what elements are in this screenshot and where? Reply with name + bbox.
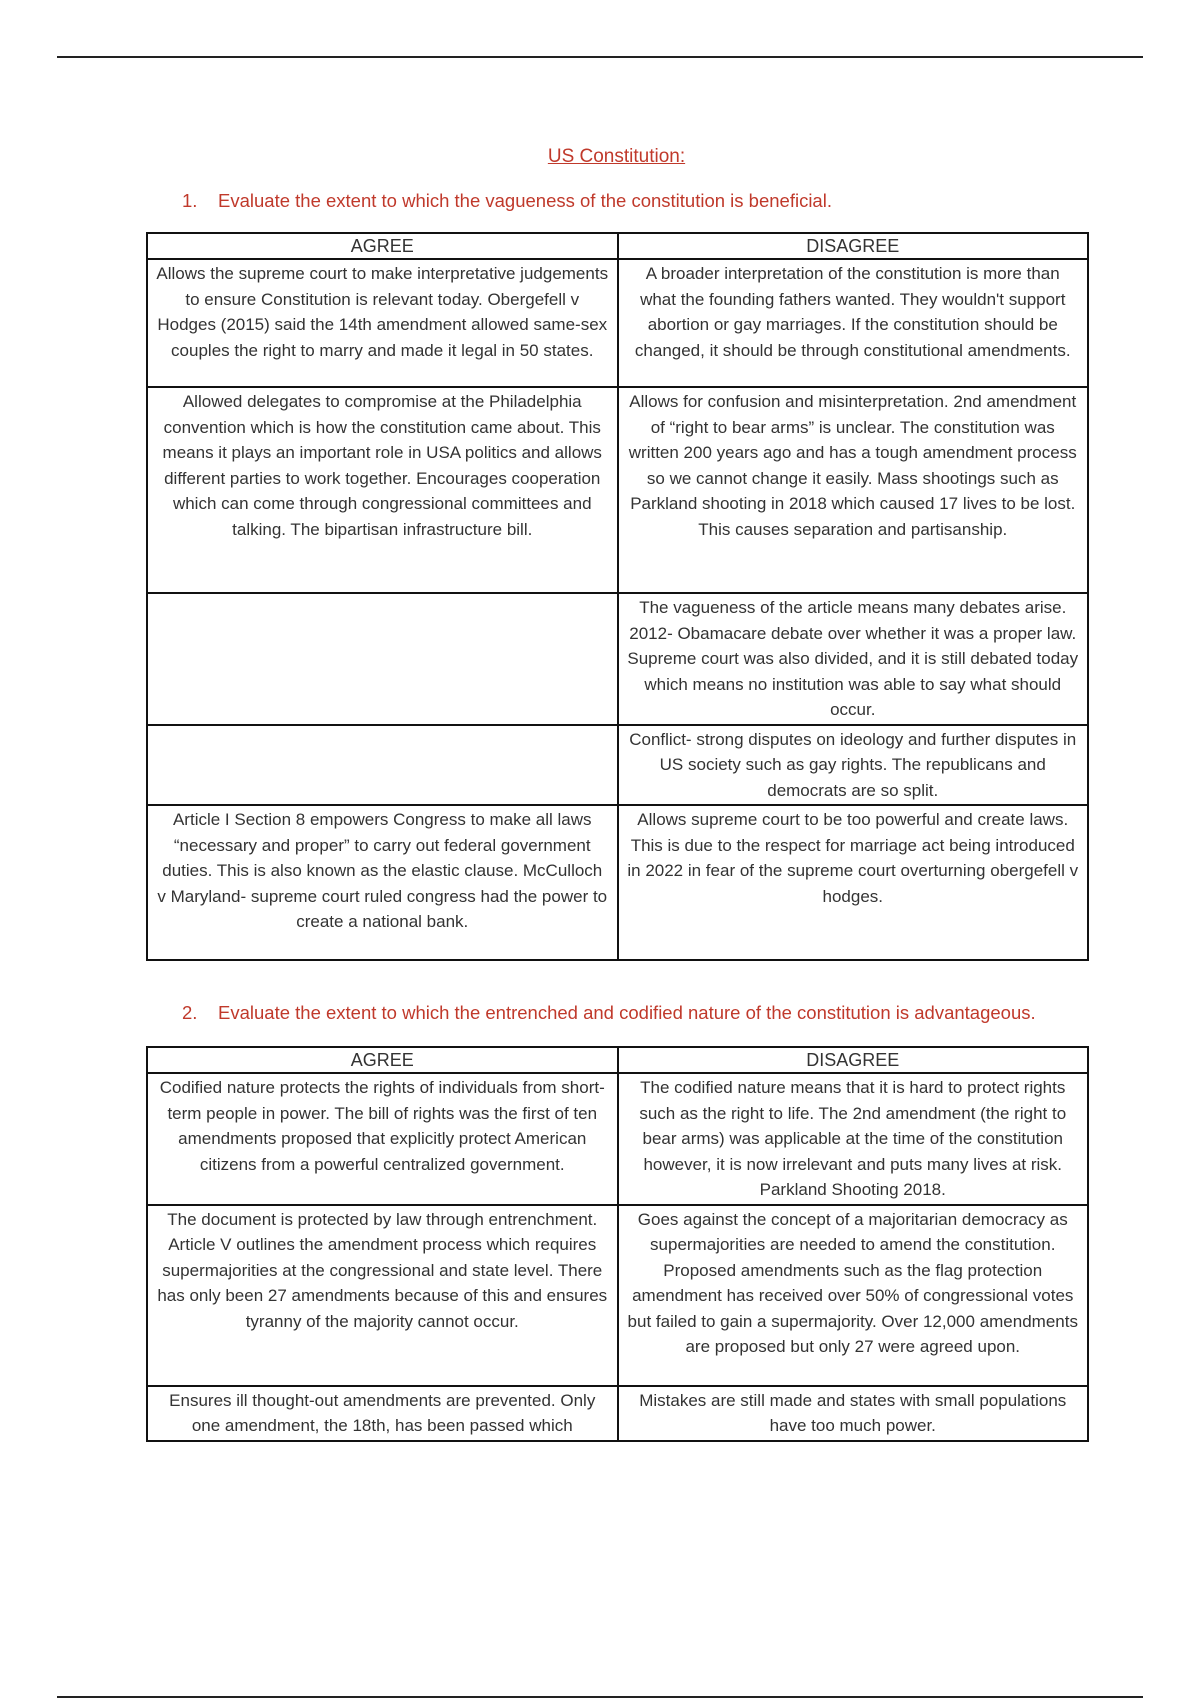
table-header-row: [147, 233, 1088, 259]
table-header-row: [147, 1047, 1088, 1073]
question-2-number: 2.: [182, 1002, 198, 1023]
disagree-header: DISAGREE: [618, 233, 1089, 259]
disagree-header: DISAGREE: [618, 1047, 1089, 1073]
agree-cell: Allows the supreme court to make interpretative judgements to ensure Constitution is relevant today. Obergefell v Hodges (2015) said the 14th amendment allowed same-sex couples the right to marry and made it legal in 50 states.: [147, 259, 618, 387]
question-1-number: 1.: [182, 190, 198, 211]
agree-cell: Codified nature protects the rights of individuals from short-term people in power. The bill of rights was the first of ten amendments proposed that explicitly protect American citizens from a powerful centralized government.: [147, 1073, 618, 1205]
table-row: [147, 1073, 1088, 1205]
question-1-table: [146, 232, 1089, 961]
agree-header: AGREE: [147, 1047, 618, 1073]
disagree-cell: The codified nature means that it is hard to protect rights such as the right to life. The 2nd amendment (the right to bear arms) was applicable at the time of the constitution however, it is now irrelevant and puts many lives at risk. Parkland Shooting 2018.: [618, 1073, 1089, 1205]
document-title: US Constitution:: [547, 146, 686, 167]
disagree-cell: Goes against the concept of a majoritarian democracy as supermajorities are needed to amend the constitution. Proposed amendments such as the flag protection amendment has received over 50% of congressional votes but failed to gain a supermajority. Over 12,000 amendments are proposed but only 27 were agreed upon.: [618, 1205, 1089, 1386]
top-rule: [57, 56, 1143, 58]
table-row: [147, 593, 1088, 725]
disagree-cell: The vagueness of the article means many debates arise. 2012- Obamacare debate over whether it was a proper law. Supreme court was also divided, and it is still debated today which means no institution was able to say what should occur.: [618, 593, 1089, 725]
agree-cell: [147, 725, 618, 806]
question-1-text: Evaluate the extent to which the vagueness of the constitution is beneficial.: [218, 190, 832, 211]
question-2-table: [146, 1046, 1089, 1442]
table-row: [147, 1386, 1088, 1441]
disagree-cell: Allows for confusion and misinterpretation. 2nd amendment of “right to bear arms” is unclear. The constitution was written 200 years ago and has a tough amendment process so we cannot change it easily. Mass shootings such as Parkland shooting in 2018 which caused 17 lives to be lost. This causes separation and partisanship.: [618, 387, 1089, 593]
table-row: [147, 1205, 1088, 1386]
disagree-cell: Mistakes are still made and states with small populations have too much power.: [618, 1386, 1089, 1441]
agree-header: AGREE: [147, 233, 618, 259]
question-2-text: Evaluate the extent to which the entrenched and codified nature of the constitution is advantageous.: [218, 1002, 1036, 1023]
agree-cell: The document is protected by law through entrenchment. Article V outlines the amendment process which requires supermajorities at the congressional and state level. There has only been 27 amendments because of this and ensures tyranny of the majority cannot occur.: [147, 1205, 618, 1386]
disagree-cell: Conflict- strong disputes on ideology and further disputes in US society such as gay rights. The republicans and democrats are so split.: [618, 725, 1089, 806]
question-1: [182, 190, 832, 212]
agree-cell: Article I Section 8 empowers Congress to make all laws “necessary and proper” to carry out federal government duties. This is also known as the elastic clause. McCulloch v Maryland- supreme court ruled congress had the power to create a national bank.: [147, 805, 618, 960]
table-row: [147, 387, 1088, 593]
table-row: [147, 259, 1088, 387]
agree-cell: [147, 593, 618, 725]
question-2: [182, 1002, 1036, 1024]
table-row: [147, 725, 1088, 806]
bottom-rule: [57, 1696, 1143, 1698]
agree-cell: Ensures ill thought-out amendments are prevented. Only one amendment, the 18th, has been passed which: [147, 1386, 618, 1441]
disagree-cell: A broader interpretation of the constitution is more than what the founding fathers wanted. They wouldn't support abortion or gay marriages. If the constitution should be changed, it should be through constitutional amendments.: [618, 259, 1089, 387]
agree-cell: Allowed delegates to compromise at the Philadelphia convention which is how the constitution came about. This means it plays an important role in USA politics and allows different parties to work together. Encourages cooperation which can come through congressional committees and talking. The bipartisan infrastructure bill.: [147, 387, 618, 593]
disagree-cell: Allows supreme court to be too powerful and create laws. This is due to the respect for marriage act being introduced in 2022 in fear of the supreme court overturning obergefell v hodges.: [618, 805, 1089, 960]
table-row: [147, 805, 1088, 960]
